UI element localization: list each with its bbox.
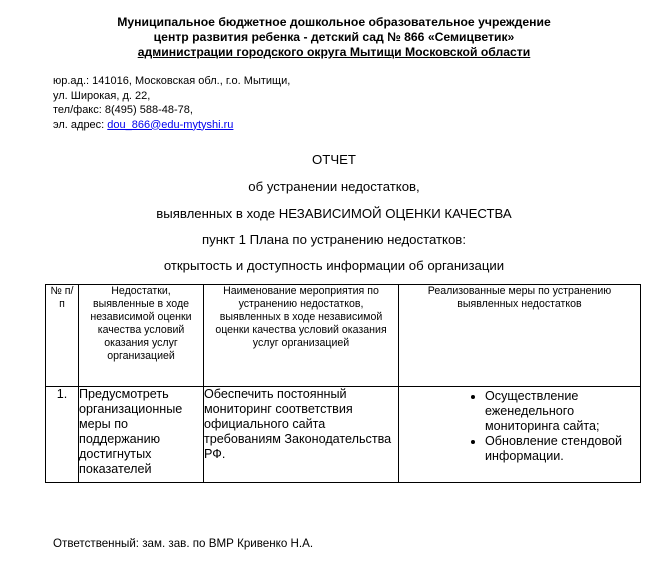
header-line-1: Муниципальное бюджетное дошкольное образовательное учреждение — [117, 15, 551, 29]
row-implemented — [399, 387, 641, 483]
address-line-1: юр.ад.: 141016, Московская обл., г.о. Мытищи, — [53, 75, 291, 87]
row-deficiency: Предусмотреть организационные меры по поддержанию достигнутых показателей — [79, 387, 204, 483]
address-phone: тел/факс: 8(495) 588-48-78, — [53, 104, 193, 116]
header-measure: Наименование мероприятия по устранению недостатков, выявленных в ходе независимой оценки качества условий оказания услуг организацией — [204, 285, 399, 387]
report-subtitle-2: выявленных в ходе НЕЗАВИСИМОЙ ОЦЕНКИ КАЧЕСТВА — [156, 206, 512, 221]
header-line-2: центр развития ребенка - детский сад № 866 «Семицветик» — [153, 30, 515, 44]
header-deficiencies: Недостатки, выявленные в ходе независимой оценки качества условий оказания услуг организацией — [79, 285, 204, 387]
list-item: • Осуществление еженедельного мониторинга сайта; — [485, 389, 640, 434]
report-subtitle-1: об устранении недостатков, — [248, 179, 420, 194]
header-line-3: администрации городского округа Мытищи Московской области — [137, 45, 531, 59]
email-label: эл. адрес: — [53, 118, 108, 131]
address-line-2: ул. Широкая, д. 22, — [53, 89, 151, 102]
report-title: ОТЧЕТ — [312, 152, 356, 167]
report-subtitle-4: открытость и доступность информации об организации — [163, 258, 505, 273]
institution-header — [0, 15, 668, 60]
report-table — [45, 284, 641, 483]
row-measure: Обеспечить постоянный мониторинг соответствия официального сайта требованиям Законодательства РФ. — [204, 387, 399, 483]
header-number: № п/п — [46, 285, 79, 387]
report-subtitle-3: пункт 1 Плана по устранению недостатков: — [202, 232, 466, 247]
implemented-list — [399, 389, 640, 464]
row-number: 1. — [46, 387, 79, 483]
table-row — [46, 387, 641, 483]
address-email-row — [53, 118, 290, 133]
address-block — [53, 74, 290, 132]
list-item: • Обновление стендовой информации. — [485, 434, 640, 464]
email-link[interactable]: dou_866@edu-mytyshi.ru — [107, 118, 234, 131]
table-header-row — [46, 285, 641, 387]
header-implemented: Реализованные меры по устранению выявленных недостатков — [399, 285, 641, 387]
responsible-person: Ответственный: зам. зав. по ВМР Кривенко Н.А. — [53, 537, 314, 550]
